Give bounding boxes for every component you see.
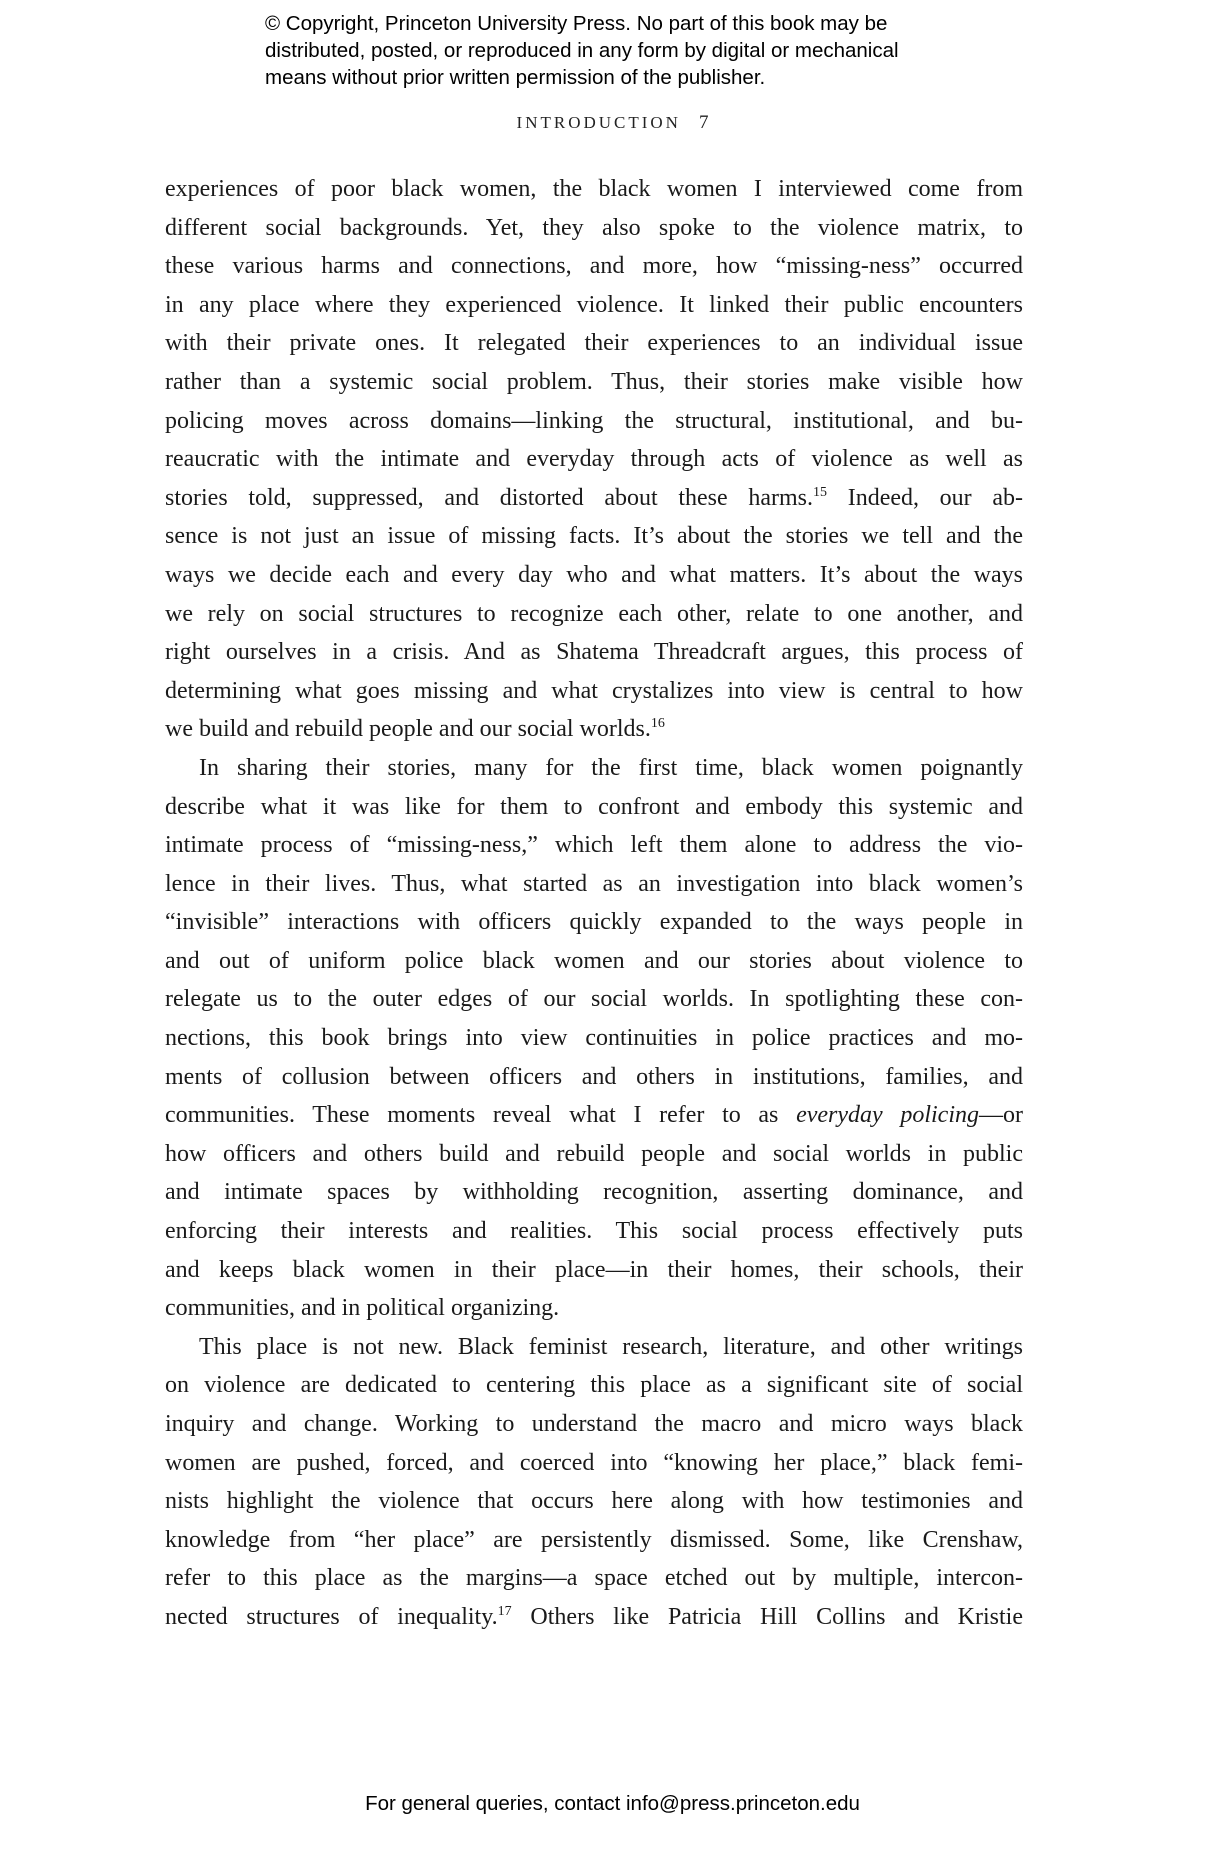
- text-line: [165, 1328, 1023, 1367]
- text-line: [165, 1135, 1023, 1174]
- text-line: [165, 1444, 1023, 1483]
- text-line: [165, 710, 1023, 749]
- text-line: [165, 826, 1023, 865]
- text-segment: these various harms and connections, and more, how “missing-ness” occurred: [165, 253, 1023, 280]
- footnote-ref[interactable]: 17: [497, 1603, 512, 1619]
- text-segment: sence is not just an issue of missing facts. It’s about the stories we tell and the: [165, 523, 1023, 550]
- text-segment: inquiry and change. Working to understand the macro and micro ways black: [165, 1411, 1023, 1437]
- text-segment: communities. These moments reveal what I refer to as: [165, 1102, 797, 1129]
- text-segment: determining what goes missing and what crystalizes into view is central to how: [165, 677, 1023, 704]
- text-segment: and intimate spaces by withholding recognition, asserting dominance, and: [165, 1179, 1023, 1206]
- text-segment: “invisible” interactions with officers quickly expanded to the ways people in: [165, 909, 1023, 936]
- text-segment: reaucratic with the intimate and everyday through acts of violence as well as: [165, 446, 1023, 473]
- text-line: [165, 1251, 1023, 1290]
- text-segment: —or: [979, 1102, 1023, 1129]
- text-line: [165, 865, 1023, 904]
- footer-contact: For general queries, contact info@press.princeton.edu: [365, 1792, 860, 1815]
- text-segment: intimate process of “missing-ness,” which left them alone to address the vio-: [165, 832, 1023, 859]
- text-line: [165, 1058, 1023, 1097]
- paragraph: [165, 1328, 1023, 1637]
- text-line: [165, 402, 1023, 441]
- text-segment: rather than a systemic social problem. Thus, their stories make visible how: [165, 368, 1023, 395]
- text-segment: enforcing their interests and realities. This social process effectively puts: [165, 1218, 1023, 1245]
- text-segment: This place is not new. Black feminist research, literature, and other writings: [199, 1333, 1023, 1360]
- text-line: [165, 749, 1023, 788]
- text-segment: with their private ones. It relegated their experiences to an individual issue: [165, 330, 1023, 357]
- text-line: [165, 672, 1023, 711]
- text-segment: ways we decide each and every day who and what matters. It’s about the ways: [165, 561, 1023, 588]
- text-line: [165, 286, 1023, 325]
- text-segment: we rely on social structures to recognize each other, relate to one another, and: [165, 600, 1023, 627]
- text-line: [165, 1212, 1023, 1251]
- text-segment: In sharing their stories, many for the first time, black women poignantly: [199, 754, 1023, 781]
- text-segment: experiences of poor black women, the black women I interviewed come from: [165, 176, 1023, 202]
- text-segment: and out of uniform police black women and our stories about violence to: [165, 947, 1023, 974]
- text-segment: describe what it was like for them to confront and embody this systemic and: [165, 793, 1023, 820]
- chapter-title: INTRODUCTION: [516, 113, 681, 132]
- text-segment: and keeps black women in their place—in their homes, their schools, their: [165, 1256, 1023, 1283]
- text-segment: right ourselves in a crisis. And as Shatema Threadcraft argues, this process of: [165, 639, 1023, 666]
- text-line: [165, 209, 1023, 248]
- text-segment: different social backgrounds. Yet, they also spoke to the violence matrix, to: [165, 214, 1023, 241]
- text-segment: lence in their lives. Thus, what started as an investigation into black women’s: [165, 870, 1023, 897]
- text-line: [165, 517, 1023, 556]
- page-number: 7: [698, 112, 709, 133]
- text-segment: nected structures of inequality.: [165, 1603, 498, 1630]
- text-segment: stories told, suppressed, and distorted about these harms.: [165, 484, 814, 511]
- paragraph: [165, 170, 1023, 749]
- copyright-notice: [265, 10, 1025, 91]
- text-segment: nists highlight the violence that occurs here along with how testimonies and: [165, 1488, 1023, 1515]
- text-line: [165, 1521, 1023, 1560]
- text-segment: communities, and in political organizing.: [165, 1295, 560, 1322]
- text-line: [165, 1019, 1023, 1058]
- text-line: [165, 1289, 1023, 1328]
- text-segment: nections, this book brings into view continuities in police practices and mo-: [165, 1025, 1023, 1052]
- text-segment: policing moves across domains—linking the structural, institutional, and bu-: [165, 407, 1023, 434]
- copyright-line: distributed, posted, or reproduced in any form by digital or mechanical: [265, 39, 899, 62]
- text-line: [165, 942, 1023, 981]
- body-text: [165, 170, 1023, 1637]
- text-line: [165, 1173, 1023, 1212]
- footnote-ref[interactable]: 15: [813, 484, 828, 500]
- text-line: [165, 363, 1023, 402]
- text-line: [165, 1405, 1023, 1444]
- text-segment: Others like Patricia Hill Collins and Kristie: [511, 1603, 1023, 1630]
- emphasis-text: everyday policing: [796, 1102, 979, 1129]
- text-line: [165, 1559, 1023, 1598]
- text-line: [165, 633, 1023, 672]
- footnote-ref[interactable]: 16: [650, 716, 665, 732]
- text-segment: refer to this place as the margins—a space etched out by multiple, intercon-: [165, 1565, 1023, 1592]
- paragraph: [165, 749, 1023, 1328]
- text-segment: women are pushed, forced, and coerced into “knowing her place,” black femi-: [165, 1449, 1023, 1476]
- text-line: [165, 247, 1023, 286]
- text-segment: on violence are dedicated to centering this place as a significant site of social: [165, 1372, 1023, 1399]
- copyright-line: © Copyright, Princeton University Press. No part of this book may be: [265, 12, 888, 35]
- text-segment: Indeed, our ab-: [827, 484, 1023, 511]
- text-segment: how officers and others build and rebuild people and social worlds in public: [165, 1140, 1023, 1167]
- text-line: [165, 1482, 1023, 1521]
- running-head: [0, 112, 1225, 134]
- text-line: [165, 170, 1023, 209]
- text-line: [165, 788, 1023, 827]
- text-line: [165, 1598, 1023, 1637]
- text-segment: ments of collusion between officers and others in institutions, families, and: [165, 1063, 1023, 1090]
- text-line: [165, 980, 1023, 1019]
- text-line: [165, 1366, 1023, 1405]
- text-line: [165, 903, 1023, 942]
- text-segment: we build and rebuild people and our social worlds.: [165, 716, 651, 743]
- text-line: [165, 556, 1023, 595]
- text-line: [165, 479, 1023, 518]
- text-line: [165, 440, 1023, 479]
- text-line: [165, 324, 1023, 363]
- text-segment: relegate us to the outer edges of our social worlds. In spotlighting these con-: [165, 986, 1023, 1013]
- copyright-line: means without prior written permission of the publisher.: [265, 66, 766, 89]
- text-segment: knowledge from “her place” are persistently dismissed. Some, like Crenshaw,: [165, 1526, 1023, 1553]
- text-line: [165, 595, 1023, 634]
- text-line: [165, 1096, 1023, 1135]
- text-segment: in any place where they experienced violence. It linked their public encounters: [165, 291, 1023, 318]
